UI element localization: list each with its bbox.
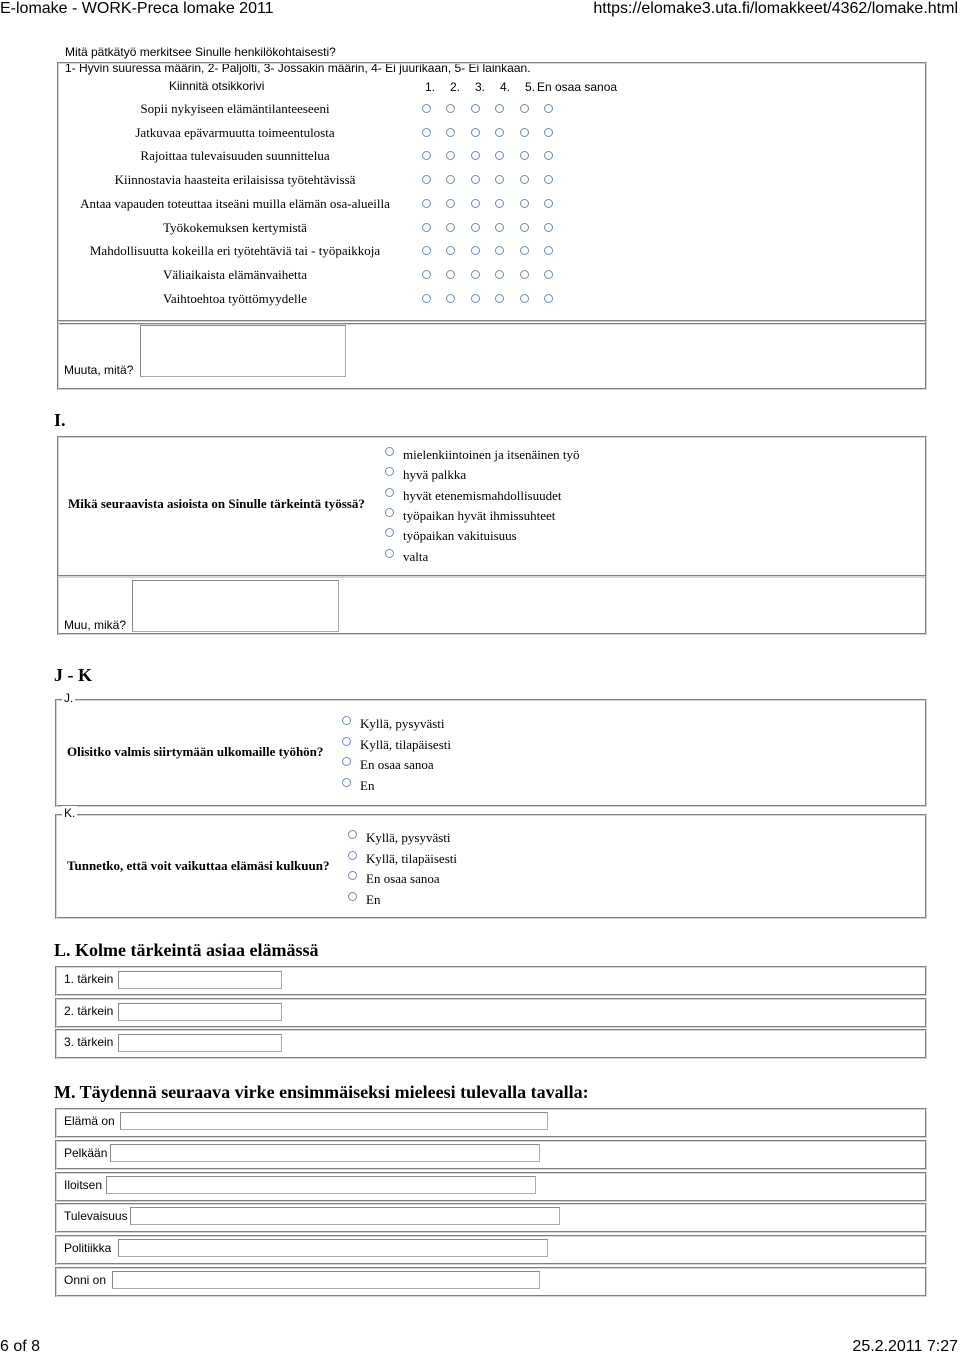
radio-button[interactable]	[544, 270, 553, 279]
text-input[interactable]	[118, 1034, 282, 1052]
matrix-column-header: 2.	[450, 80, 461, 94]
radio-button[interactable]	[422, 270, 431, 279]
radio-button[interactable]	[422, 294, 431, 303]
matrix-row-label: Rajoittaa tulevaisuuden suunnittelua	[140, 148, 330, 164]
field-label: Tulevaisuus	[64, 1209, 128, 1224]
text-input[interactable]	[106, 1176, 536, 1194]
radio-button[interactable]	[471, 104, 480, 113]
radio-button[interactable]	[495, 270, 504, 279]
browser-url: https://elomake3.uta.fi/lomakkeet/4362/lomake.html	[593, 0, 958, 17]
section-k-question: Tunnetko, että voit vaikuttaa elämäsi kulkuun?	[67, 858, 330, 873]
radio-button[interactable]	[348, 851, 357, 860]
radio-button[interactable]	[348, 892, 357, 901]
radio-button[interactable]	[495, 223, 504, 232]
radio-button[interactable]	[348, 871, 357, 880]
matrix-column-header: 3.	[475, 80, 486, 94]
radio-button[interactable]	[544, 294, 553, 303]
section-i-heading: I.	[54, 410, 66, 430]
radio-button[interactable]	[520, 223, 529, 232]
section-j-legend: J.	[64, 691, 74, 705]
option-label: valta	[403, 548, 429, 564]
radio-button[interactable]	[446, 270, 455, 279]
print-datetime: 25.2.2011 7:27	[852, 1338, 958, 1355]
radio-button[interactable]	[385, 508, 394, 517]
field-label: Onni on	[64, 1273, 107, 1287]
radio-button[interactable]	[544, 223, 553, 232]
radio-button[interactable]	[471, 270, 480, 279]
radio-button[interactable]	[544, 104, 553, 113]
matrix-row-label: Jatkuvaa epävarmuutta toimeentulosta	[135, 124, 335, 140]
matrix-other-label: Muuta, mitä?	[64, 363, 134, 377]
browser-title: E-lomake - WORK-Preca lomake 2011	[0, 0, 274, 17]
radio-button[interactable]	[446, 294, 455, 303]
page-counter: 6 of 8	[0, 1338, 41, 1355]
section-i-other-label: Muu, mikä?	[64, 618, 127, 632]
option-label: hyvät etenemismahdollisuudet	[403, 487, 562, 503]
option-label: työpaikan hyvät ihmissuhteet	[403, 507, 556, 523]
option-label: Kyllä, tilapäisesti	[360, 736, 451, 752]
radio-button[interactable]	[422, 199, 431, 208]
radio-button[interactable]	[471, 223, 480, 232]
section-i-other-textarea[interactable]	[132, 580, 339, 632]
radio-button[interactable]	[495, 294, 504, 303]
matrix-column-header: 4.	[500, 80, 511, 94]
radio-button[interactable]	[544, 199, 553, 208]
radio-button[interactable]	[422, 223, 431, 232]
section-j-question: Olisitko valmis siirtymään ulkomaille työhön?	[67, 744, 324, 759]
radio-button[interactable]	[520, 270, 529, 279]
radio-button[interactable]	[520, 294, 529, 303]
matrix-row-label: Sopii nykyiseen elämäntilanteeseeni	[140, 101, 330, 116]
radio-button[interactable]	[495, 199, 504, 208]
radio-button[interactable]	[385, 549, 394, 558]
text-input[interactable]	[120, 1112, 548, 1130]
field-label: 2. tärkein	[64, 1003, 114, 1018]
matrix-column-header: En osaa sanoa	[537, 80, 618, 94]
radio-button[interactable]	[520, 199, 529, 208]
matrix-scale: 1- Hyvin suuressa määrin, 2- Paljolti, 3- Jossakin määrin, 4- Ei juurikaan, 5- Ei lainkaan.	[65, 61, 531, 75]
text-input[interactable]	[118, 1003, 282, 1021]
matrix-column-header: 5.	[525, 80, 536, 94]
text-input[interactable]	[118, 971, 282, 989]
radio-button[interactable]	[385, 488, 394, 497]
matrix-row-label: Kiinnostavia haasteita erilaisissa työtehtävissä	[114, 172, 356, 188]
matrix-legend[interactable]: Kiinnitä otsikkorivi	[169, 79, 265, 93]
option-label: En osaa sanoa	[360, 757, 434, 772]
field-label: Pelkään	[64, 1145, 108, 1160]
matrix-other-textarea[interactable]	[140, 325, 346, 377]
matrix-column-header: 1.	[425, 80, 436, 94]
option-label: Kyllä, pysyvästi	[366, 830, 451, 845]
field-label: Iloitsen	[64, 1177, 103, 1192]
option-label: hyvä palkka	[403, 467, 467, 483]
matrix-row-label: Antaa vapauden toteuttaa itseäni muilla elämän osa-alueilla	[80, 195, 390, 211]
option-label: En	[366, 891, 381, 907]
option-label: En	[360, 777, 375, 793]
radio-button[interactable]	[520, 104, 529, 113]
text-input[interactable]	[130, 1207, 560, 1225]
text-input[interactable]	[112, 1271, 540, 1289]
option-label: En osaa sanoa	[366, 871, 440, 886]
section-l-heading: L. Kolme tärkeintä asiaa elämässä	[54, 940, 319, 960]
radio-button[interactable]	[446, 199, 455, 208]
field-label: Politiikka	[64, 1241, 112, 1256]
section-jk-heading: J - K	[54, 665, 92, 685]
option-label: mielenkiintoinen ja itsenäinen työ	[403, 447, 580, 462]
matrix-row-label: Vaihtoehtoa työttömyydelle	[162, 290, 308, 306]
option-label: työpaikan vakituisuus	[403, 528, 517, 544]
radio-button[interactable]	[348, 830, 357, 839]
option-label: Kyllä, pysyvästi	[360, 716, 445, 731]
radio-button[interactable]	[342, 778, 351, 787]
radio-button[interactable]	[422, 128, 431, 137]
radio-button[interactable]	[342, 716, 351, 725]
matrix-question: Mitä pätkätyö merkitsee Sinulle henkilökohtaisesti?	[65, 45, 336, 59]
radio-button[interactable]	[544, 128, 553, 137]
text-input[interactable]	[110, 1144, 540, 1162]
radio-button[interactable]	[520, 128, 529, 137]
radio-button[interactable]	[495, 128, 504, 137]
radio-button[interactable]	[446, 128, 455, 137]
radio-button[interactable]	[446, 104, 455, 113]
radio-button[interactable]	[495, 104, 504, 113]
radio-button[interactable]	[471, 128, 480, 137]
matrix-row-label: Väliaikaista elämänvaihetta	[162, 266, 307, 282]
matrix-row-label: Mahdollisuutta kokeilla eri työtehtäviä tai - työpaikkoja	[89, 243, 381, 259]
field-label: 1. tärkein	[64, 972, 114, 986]
text-input[interactable]	[118, 1239, 548, 1257]
radio-button[interactable]	[342, 757, 351, 766]
radio-button[interactable]	[471, 294, 480, 303]
option-label: Kyllä, tilapäisesti	[366, 850, 457, 866]
field-label: 3. tärkein	[64, 1035, 114, 1049]
radio-button[interactable]	[446, 223, 455, 232]
radio-button[interactable]	[385, 447, 394, 456]
field-label: Elämä on	[64, 1114, 115, 1128]
radio-button[interactable]	[422, 104, 431, 113]
matrix-row-label: Työkokemuksen kertymistä	[163, 219, 307, 235]
section-m-heading: M. Täydennä seuraava virke ensimmäiseksi mieleesi tulevalla tavalla:	[54, 1082, 589, 1102]
radio-button[interactable]	[471, 199, 480, 208]
section-i-question: Mikä seuraavista asioista on Sinulle tärkeintä työssä?	[68, 496, 365, 511]
section-k-legend: K.	[64, 806, 76, 820]
radio-button[interactable]	[342, 737, 351, 746]
